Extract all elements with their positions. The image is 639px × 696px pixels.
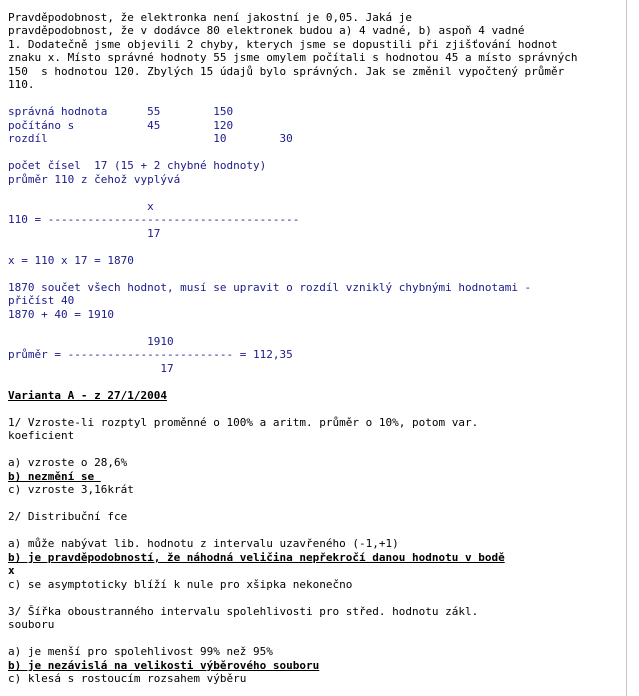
problem-line: 1. Dodatečně jsme objevili 2 chyby, kterych jsme se dopustili při zjišťování hodnot [8, 38, 558, 51]
calc-line: 110 = -------------------------------------- [8, 213, 300, 226]
question-3-option-a: a) je menší pro spolehlivost 99% než 95% [8, 645, 273, 658]
calc-line: x [8, 200, 154, 213]
question-2-option-b: b) je pravděpodobností, že náhodná veličina nepřekročí danou hodnotu v bodě [8, 551, 505, 564]
question-3-option-c: c) klesá s rostoucím rozsahem výběru [8, 672, 247, 685]
question-2-option-b-cont: x [8, 564, 15, 577]
question-1-option-c: c) vzroste 3,16krát [8, 483, 134, 496]
question-2-option-a: a) může nabývat lib. hodnotu z intervalu uzavřeného (-1,+1) [8, 537, 399, 550]
calc-line: 1910 [8, 335, 174, 348]
variant-title: Varianta A - z 27/1/2004 [8, 389, 167, 402]
question-1-option-b: b) nezmění se [8, 470, 101, 483]
question-3-text: souboru [8, 618, 55, 631]
problem-line: 110. [8, 78, 35, 91]
scrollbar-track[interactable] [627, 0, 639, 696]
problem-line: Pravděpodobnost, že elektronka není jakostní je 0,05. Jaká je [8, 11, 412, 24]
calc-line: počet čísel 17 (15 + 2 chybné hodnoty) [8, 159, 267, 172]
calc-line: přičíst 40 [8, 294, 75, 307]
problem-line: 150 s hodnotou 120. Zbylých 15 údajů bylo správných. Jak se změnil vypočtený průměr [8, 65, 565, 78]
question-3-text: 3/ Šířka oboustranného intervalu spolehlivosti pro střed. hodnotu zákl. [8, 605, 479, 618]
problem-line: pravděpodobnost, že v dodávce 80 elektronek budou a) 4 vadné, b) aspoň 4 vadné [8, 24, 525, 37]
calc-line: 1870 + 40 = 1910 [8, 308, 114, 321]
table-row: rozdíl 10 30 [8, 132, 293, 145]
calc-line: x = 110 x 17 = 1870 [8, 254, 134, 267]
calc-line: průměr 110 z čehož vyplývá [8, 173, 181, 186]
calc-line: průměr = ------------------------- = 112,35 [8, 348, 293, 361]
problem-line: znaku x. Místo správné hodnoty 55 jsme omylem počítali s hodnotou 45 a místo správných [8, 51, 578, 64]
question-1-text: koeficient [8, 429, 75, 442]
calc-line: 17 [8, 227, 161, 240]
question-1-option-a: a) vzroste o 28,6% [8, 456, 128, 469]
calc-line: 1870 součet všech hodnot, musí se upravit o rozdíl vzniklý chybnými hodnotami - [8, 281, 532, 294]
question-3-option-b: b) je nezávislá na velikosti výběrového souboru [8, 659, 320, 672]
table-row: počítáno s 45 120 [8, 119, 234, 132]
question-2-text: 2/ Distribuční fce [8, 510, 128, 523]
table-row: správná hodnota 55 150 [8, 105, 234, 118]
question-1-text: 1/ Vzroste-li rozptyl proměnné o 100% a aritm. průměr o 10%, potom var. [8, 416, 479, 429]
calc-line: 17 [8, 362, 174, 375]
question-2-option-c: c) se asymptoticky blíží k nule pro xšipka nekonečno [8, 578, 353, 591]
